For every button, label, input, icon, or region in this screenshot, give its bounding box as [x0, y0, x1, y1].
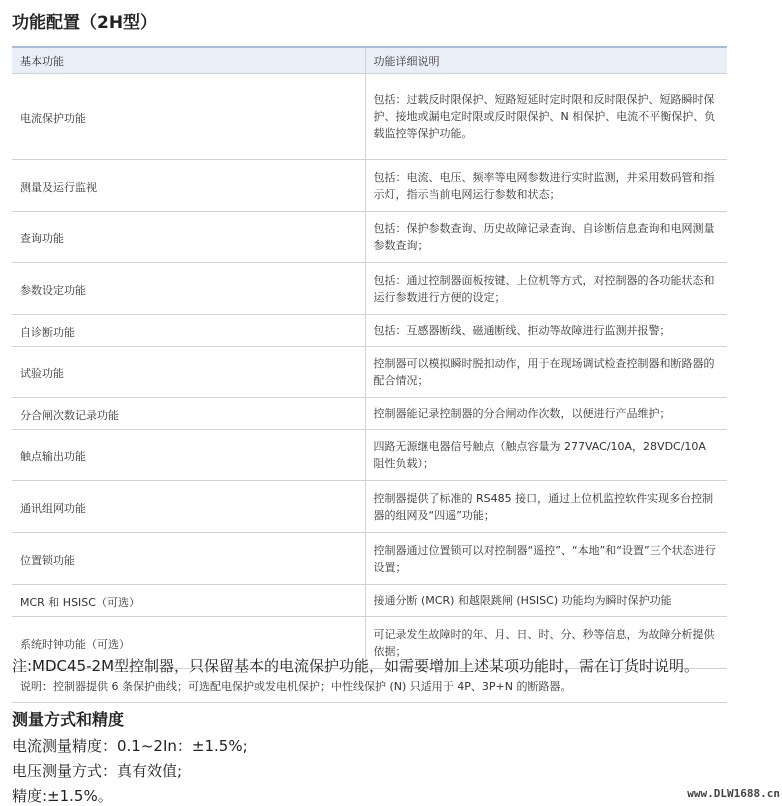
- function-name: 自诊断功能: [12, 315, 365, 347]
- function-name: 试验功能: [12, 347, 365, 398]
- function-detail: 控制器通过位置锁可以对控制器“遥控”、“本地”和“设置”三个状态进行设置；: [365, 533, 727, 585]
- table-footnote: 说明：控制器提供 6 条保护曲线；可选配电保护或发电机保护；中性线保护 (N) 只适用于 4P、3P+N 的断路器。: [12, 669, 727, 703]
- table-row: [12, 160, 727, 212]
- measurement-line: 电流测量精度：0.1~2In：±1.5%;: [12, 737, 248, 755]
- table-row: [12, 585, 727, 617]
- function-name: 系统时钟功能（可选）: [12, 617, 365, 669]
- function-name: 参数设定功能: [12, 263, 365, 315]
- table-row: [12, 74, 727, 160]
- function-detail: 包括：电流、电压、频率等电网参数进行实时监测，并采用数码管和指示灯，指示当前电网运行参数和状态；: [365, 160, 727, 212]
- table-row: [12, 481, 727, 533]
- function-name: 通讯组网功能: [12, 481, 365, 533]
- function-detail: 控制器可以模拟瞬时脱扣动作，用于在现场调试检查控制器和断路器的配合情况；: [365, 347, 727, 398]
- function-detail: 包括：过载反时限保护、短路短延时定时限和反时限保护、短路瞬时保护、接地或漏电定时限或反时限保护、N 相保护、电流不平衡保护、负载监控等保护功能。: [365, 74, 727, 160]
- function-detail: 包括：互感器断线、磁通断线、拒动等故障进行监测并报警；: [365, 315, 727, 347]
- function-name: MCR 和 HSISC（可选）: [12, 585, 365, 617]
- section-title: 功能配置（2H型）: [12, 13, 158, 33]
- function-name: 位置锁功能: [12, 533, 365, 585]
- header-function-detail: 功能详细说明: [365, 47, 727, 74]
- watermark: www.DLW1688.cn: [687, 787, 780, 800]
- table-header-row: [12, 47, 727, 74]
- function-name: 分合闸次数记录功能: [12, 398, 365, 430]
- table-row: [12, 212, 727, 263]
- function-detail: 控制器能记录控制器的分合闸动作次数，以便进行产品维护；: [365, 398, 727, 430]
- table-row: [12, 533, 727, 585]
- function-detail: 接通分断 (MCR) 和越限跳闸 (HSISC) 功能均为瞬时保护功能: [365, 585, 727, 617]
- measurement-line: 精度:±1.5%。: [12, 787, 113, 805]
- function-name: 测量及运行监视: [12, 160, 365, 212]
- function-detail: 包括：保护参数查询、历史故障记录查询、自诊断信息查询和电网测量参数查询；: [365, 212, 727, 263]
- function-name: 查询功能: [12, 212, 365, 263]
- function-name: 触点输出功能: [12, 430, 365, 481]
- measurement-title: 测量方式和精度: [12, 710, 125, 729]
- function-config-table: [12, 46, 727, 703]
- function-detail: 包括：通过控制器面板按键、上位机等方式，对控制器的各功能状态和运行参数进行方便的设定；: [365, 263, 727, 315]
- table-row: [12, 347, 727, 398]
- function-detail: 可记录发生故障时的年、月、日、时、分、秒等信息，为故障分析提供依据；: [365, 617, 727, 669]
- function-detail: 四路无源继电器信号触点（触点容量为 277VAC/10A，28VDC/10A 阻性负载）；: [365, 430, 727, 481]
- order-note: 注:MDC45-2M型控制器，只保留基本的电流保护功能，如需要增加上述某项功能时，需在订货时说明。: [12, 657, 700, 675]
- function-detail: 控制器提供了标准的 RS485 接口，通过上位机监控软件实现多台控制器的组网及“四遥”功能；: [365, 481, 727, 533]
- table-row: [12, 315, 727, 347]
- measurement-line: 电压测量方式：真有效值;: [12, 762, 183, 780]
- header-basic-function: 基本功能: [12, 47, 365, 74]
- table-row: [12, 263, 727, 315]
- table-row: [12, 398, 727, 430]
- table-row: [12, 430, 727, 481]
- function-name: 电流保护功能: [12, 74, 365, 160]
